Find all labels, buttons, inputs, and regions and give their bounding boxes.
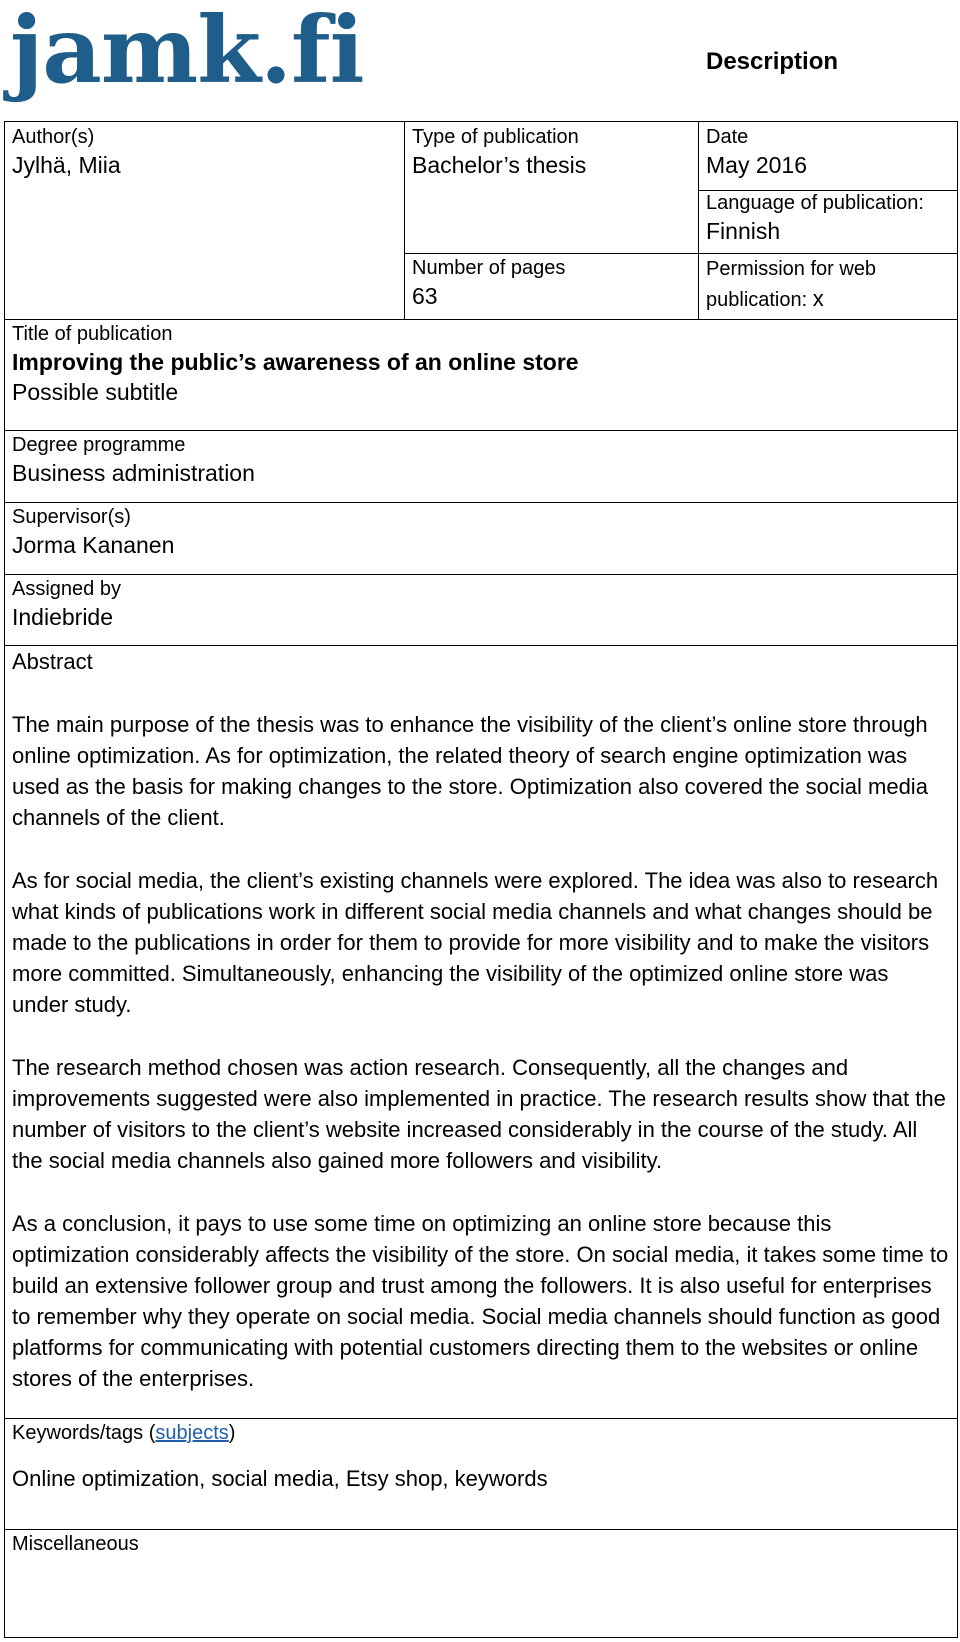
- supervisor-label: Supervisor(s): [12, 506, 131, 528]
- keywords-field: [12, 1420, 952, 1494]
- author-value: Jylhä, Miia: [12, 152, 121, 178]
- permission-field: [706, 255, 951, 315]
- supervisor-field: [12, 504, 952, 560]
- abstract-paragraph: The research method chosen was action research. Consequently, all the changes and improvements suggested were also implemented in practice. The research results show that the number of visitors to the client’s website increased considerably in the course of the study. All the social media channels also gained more followers and visibility.: [12, 1055, 946, 1173]
- publication-type-label: Type of publication: [412, 126, 579, 148]
- title-field: [12, 321, 952, 407]
- divider: [404, 253, 957, 254]
- author-label: Author(s): [12, 126, 95, 148]
- keywords-label: [12, 1420, 952, 1446]
- assigned-field: [12, 576, 952, 632]
- degree-label: Degree programme: [12, 434, 186, 456]
- keywords-value: Online optimization, social media, Etsy shop, keywords: [12, 1466, 548, 1491]
- divider: [5, 1418, 957, 1419]
- permission-value: x: [812, 286, 824, 311]
- publication-title: Improving the public’s awareness of an online store: [12, 349, 579, 375]
- jamk-logo: jamk.fi: [10, 0, 364, 104]
- publication-subtitle: Possible subtitle: [12, 379, 179, 405]
- divider: [5, 430, 957, 431]
- pages-label: Number of pages: [412, 257, 566, 279]
- pages-value: 63: [412, 283, 438, 309]
- publication-type-value: Bachelor’s thesis: [412, 152, 587, 178]
- divider: [5, 1529, 957, 1530]
- publication-type-field: [412, 124, 692, 180]
- language-label: Language of publication:: [706, 192, 924, 214]
- divider: [5, 319, 957, 320]
- date-label: Date: [706, 126, 749, 148]
- abstract-field: [12, 647, 950, 1394]
- date-field: [706, 124, 951, 180]
- page-title: Description: [706, 48, 839, 75]
- divider: [5, 574, 957, 575]
- pages-field: [412, 255, 692, 311]
- assigned-label: Assigned by: [12, 578, 121, 600]
- date-value: May 2016: [706, 152, 808, 178]
- title-label: Title of publication: [12, 323, 173, 345]
- abstract-paragraph: As a conclusion, it pays to use some time on optimizing an online store because this optimization considerably affects the visibility of the store. On social media, it takes some time to build an extensive follower group and trust among the followers. It is also useful for enterprises to remember why they operate on social media. Social media channels should function as good platforms for communicating with potential customers directing them to the websites or online stores of the enterprises.: [12, 1211, 949, 1391]
- description-form: [4, 121, 958, 1638]
- divider: [5, 502, 957, 503]
- divider: [404, 122, 405, 319]
- abstract-label: Abstract: [12, 649, 93, 674]
- misc-label: Miscellaneous: [12, 1533, 139, 1555]
- author-field: [12, 124, 397, 180]
- assigned-value: Indiebride: [12, 604, 114, 630]
- divider: [698, 122, 699, 319]
- permission-label: Permission for web publication:: [706, 258, 877, 311]
- abstract-paragraph: The main purpose of the thesis was to enhance the visibility of the client’s online store through online optimization. As for optimization, the related theory of search engine optimization was used as the basis for making changes to the store. Optimization also covered the social media channels of the client.: [12, 712, 928, 830]
- degree-value: Business administration: [12, 460, 255, 486]
- language-value: Finnish: [706, 218, 781, 244]
- subjects-link[interactable]: subjects: [155, 1422, 229, 1444]
- abstract-paragraph: As for social media, the client’s existing channels were explored. The idea was also to research what kinds of publications work in different social media channels and what changes should be made to the publications in order for them to provide for more visibility and to make the visitors more committed. Simultaneously, enhancing the visibility of the optimized online store was under study.: [12, 868, 939, 1017]
- divider: [5, 645, 957, 646]
- keywords-label-suffix: ): [228, 1422, 236, 1444]
- supervisor-value: Jorma Kananen: [12, 532, 175, 558]
- keywords-label-prefix: Keywords/tags (: [12, 1422, 156, 1444]
- degree-field: [12, 432, 952, 488]
- language-field: [706, 190, 951, 246]
- misc-field: [12, 1531, 952, 1557]
